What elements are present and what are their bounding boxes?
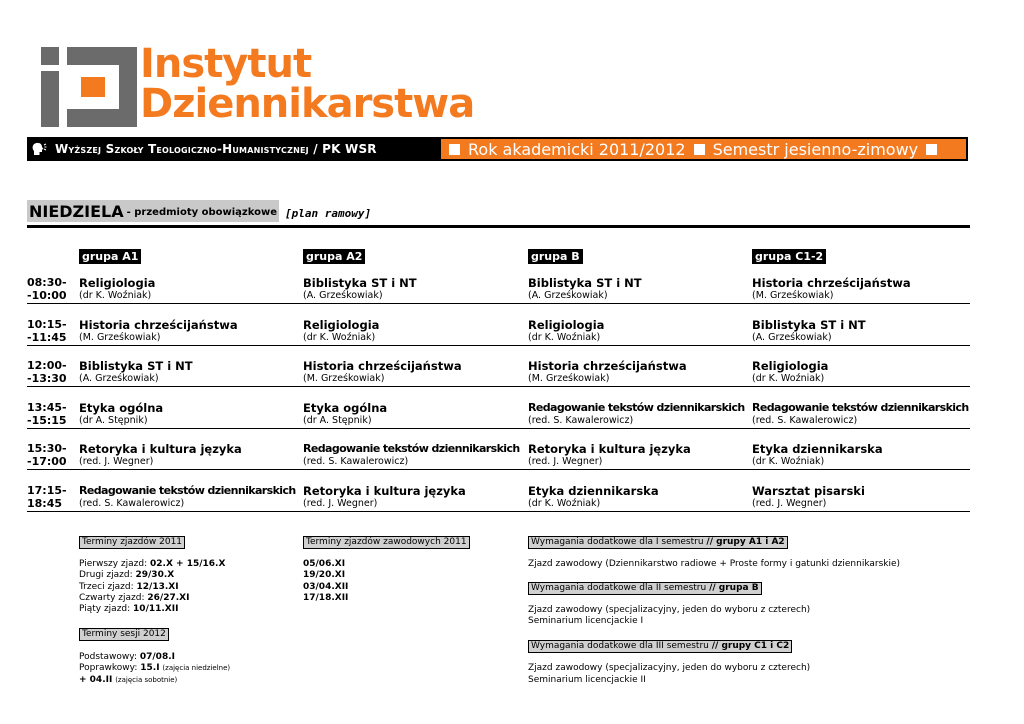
day-title-box: [27, 200, 279, 222]
subject: Religiologia: [752, 359, 829, 373]
session-basic: Podstawowy: 07/08.I: [79, 652, 175, 662]
row-divider: [27, 469, 970, 470]
schedule-cell: [79, 359, 294, 385]
teacher: (red. S. Kawalerowicz): [528, 415, 634, 426]
teacher: (red. S. Kawalerowicz): [303, 456, 409, 467]
teacher: (M. Grześkowiak): [528, 373, 610, 384]
teacher: (dr K. Woźniak): [752, 373, 825, 384]
row-divider: [27, 428, 970, 429]
subject: Retoryka i kultura języka: [79, 442, 242, 456]
subject: Redagowanie tekstów dziennikarskich: [752, 401, 969, 414]
schedule-cell: [303, 276, 518, 302]
teacher: (red. J. Wegner): [752, 498, 827, 509]
teacher: (red. S. Kawalerowicz): [752, 415, 858, 426]
schedule-cell: [303, 484, 518, 510]
schedule-cell: [79, 442, 294, 468]
req1-label: Wymagania dodatkowe dla I semestru // grupy A1 i A2: [528, 536, 788, 549]
subject: Etyka ogólna: [79, 401, 164, 415]
time-start: 12:00-: [27, 359, 67, 372]
square-bullet-icon: [449, 144, 460, 155]
zjazd-item: Czwarty zjazd: 26/27.XI: [79, 593, 190, 603]
group-label-a2: grupa A2: [303, 249, 365, 264]
row-divider: [27, 386, 970, 387]
schedule-cell: [303, 442, 518, 468]
req3-line: Zjazd zawodowy (specjalizacyjny, jeden do wyboru z czterech): [528, 663, 811, 673]
subject: Religiologia: [528, 318, 605, 332]
teacher: (A. Grześkowiak): [752, 332, 832, 343]
req2-line: Zjazd zawodowy (specjalizacyjny, jeden do wyboru z czterech): [528, 605, 811, 615]
req2-label: Wymagania dodatkowe dla II semestru // grupa B: [528, 582, 762, 595]
time-start: 08:30-: [27, 276, 67, 289]
zjazd-item: Piąty zjazd: 10/11.XII: [79, 604, 179, 614]
time-end: 18:45: [27, 497, 63, 510]
session-extra: + 04.II (zajęcia sobotnie): [79, 675, 178, 685]
time-end: -17:00: [27, 455, 67, 468]
teacher: (dr A. Stępnik): [79, 415, 148, 426]
schedule-cell: [528, 276, 743, 302]
schedule-cell: [79, 276, 294, 302]
zawodowy-date: 17/18.XII: [303, 593, 349, 603]
subject: Historia chrześcijaństwa: [528, 359, 687, 373]
req2-line: Seminarium licencjackie I: [528, 616, 644, 626]
time-end: -15:15: [27, 414, 67, 427]
schedule-cell: [528, 484, 743, 510]
time-start: 13:45-: [27, 401, 67, 414]
subject: Retoryka i kultura języka: [303, 484, 466, 498]
time-slot: [27, 442, 67, 468]
zjazd-item: Pierwszy zjazd: 02.X + 15/16.X: [79, 559, 226, 569]
schedule-cell: [79, 484, 294, 510]
subject: Warsztat pisarski: [752, 484, 865, 498]
schedule-cell: [79, 318, 294, 344]
schedule-cell: [752, 442, 967, 468]
time-end: -13:30: [27, 372, 67, 385]
row-divider: [27, 303, 970, 304]
schedule-cell: [752, 401, 967, 427]
teacher: (dr K. Woźniak): [752, 456, 825, 467]
teacher: (dr A. Stępnik): [303, 415, 372, 426]
time-slot: [27, 484, 67, 510]
zjazd-item: Trzeci zjazd: 12/13.XI: [79, 582, 179, 592]
school-banner: [27, 137, 441, 161]
teacher: (red. J. Wegner): [303, 498, 378, 509]
teacher: (dr K. Woźniak): [79, 290, 152, 301]
zawodowy-date: 19/20.XI: [303, 570, 346, 580]
teacher: (A. Grześkowiak): [528, 290, 608, 301]
group-label-c12: grupa C1-2: [752, 249, 826, 264]
row-divider: [27, 345, 970, 346]
teacher: (red. J. Wegner): [79, 456, 154, 467]
time-start: 10:15-: [27, 318, 67, 331]
sesje-label: Terminy sesji 2012: [79, 628, 169, 641]
subject: Redagowanie tekstów dziennikarskich: [528, 401, 745, 414]
subject: Etyka ogólna: [303, 401, 388, 415]
subject: Biblistyka ST i NT: [528, 276, 642, 290]
time-slot: [27, 401, 67, 427]
zawodowe-label: Terminy zjazdów zawodowych 2011: [303, 536, 470, 549]
teacher: (dr K. Woźniak): [303, 332, 376, 343]
schedule-cell: [528, 442, 743, 468]
subject: Historia chrześcijaństwa: [752, 276, 911, 290]
schedule-cell: [528, 401, 743, 427]
schedule-cell: [79, 401, 294, 427]
subject: Biblistyka ST i NT: [79, 359, 193, 373]
session-retake: Poprawkowy: 15.I (zajęcia niedzielne): [79, 663, 231, 673]
time-end: -10:00: [27, 289, 67, 302]
time-slot: [27, 276, 67, 302]
heading-divider: [27, 225, 970, 228]
schedule-cell: [303, 359, 518, 385]
teacher: (A. Grześkowiak): [303, 290, 383, 301]
square-bullet-icon: [926, 144, 937, 155]
schedule-cell: [528, 359, 743, 385]
teacher: (M. Grześkowiak): [303, 373, 385, 384]
speaking-head-icon: [31, 141, 47, 157]
teacher: (A. Grześkowiak): [79, 373, 159, 384]
teacher: (M. Grześkowiak): [752, 290, 834, 301]
subject: Biblistyka ST i NT: [303, 276, 417, 290]
teacher: (red. S. Kawalerowicz): [79, 498, 185, 509]
header-band: [27, 137, 968, 161]
school-name: Wyższej Szkoły Teologiczno-Humanistycznej / PK WSR: [55, 142, 377, 156]
subject: Etyka dziennikarska: [528, 484, 659, 498]
time-end: -11:45: [27, 331, 67, 344]
teacher: (M. Grześkowiak): [79, 332, 161, 343]
subject: Biblistyka ST i NT: [752, 318, 866, 332]
schedule-cell: [752, 318, 967, 344]
schedule-cell: [752, 484, 967, 510]
zjazd-item: Drugi zjazd: 29/30.X: [79, 570, 175, 580]
row-divider: [27, 511, 970, 512]
institute-name: Instytut Dziennikarstwa: [140, 41, 475, 127]
academic-year: Rok akademicki 2011/2012: [468, 139, 686, 159]
req3-line: Seminarium licencjackie II: [528, 675, 646, 685]
subject: Religiologia: [79, 276, 156, 290]
institute-logo-icon: [41, 47, 137, 127]
time-slot: [27, 359, 67, 385]
subject: Retoryka i kultura języka: [528, 442, 691, 456]
teacher: (dr K. Woźniak): [528, 498, 601, 509]
group-label-b: grupa B: [528, 249, 583, 264]
zawodowy-date: 05/06.XI: [303, 559, 346, 569]
schedule-cell: [303, 401, 518, 427]
time-start: 15:30-: [27, 442, 67, 455]
subject: Redagowanie tekstów dziennikarskich: [303, 442, 520, 455]
day-subtitle: - przedmioty obowiązkowe: [126, 207, 278, 218]
subject: Etyka dziennikarska: [752, 442, 883, 456]
schedule-cell: [528, 318, 743, 344]
zawodowy-date: 03/04.XII: [303, 582, 349, 592]
req3-label: Wymagania dodatkowe dla III semestru // grupy C1 i C2: [528, 640, 792, 653]
subject: Redagowanie tekstów dziennikarskich: [79, 484, 296, 497]
zjazdy-label: Terminy zjazdów 2011: [79, 536, 185, 549]
subject: Historia chrześcijaństwa: [79, 318, 238, 332]
schedule-cell: [752, 276, 967, 302]
time-start: 17:15-: [27, 484, 67, 497]
day-heading: [27, 200, 371, 222]
time-slot: [27, 318, 67, 344]
teacher: (dr K. Woźniak): [528, 332, 601, 343]
square-bullet-icon: [694, 144, 705, 155]
schedule-cell: [752, 359, 967, 385]
group-label-a1: grupa A1: [79, 249, 141, 264]
subject: Religiologia: [303, 318, 380, 332]
subject: Historia chrześcijaństwa: [303, 359, 462, 373]
schedule-cell: [303, 318, 518, 344]
plan-note: [plan ramowy]: [285, 207, 372, 220]
semester: Semestr jesienno-zimowy: [712, 139, 919, 159]
day-title: NIEDZIELA: [29, 202, 124, 221]
req1-line: Zjazd zawodowy (Dziennikarstwo radiowe + Proste formy i gatunki dziennikarskie): [528, 559, 901, 569]
academic-year-banner: [441, 137, 968, 161]
teacher: (red. J. Wegner): [528, 456, 603, 467]
